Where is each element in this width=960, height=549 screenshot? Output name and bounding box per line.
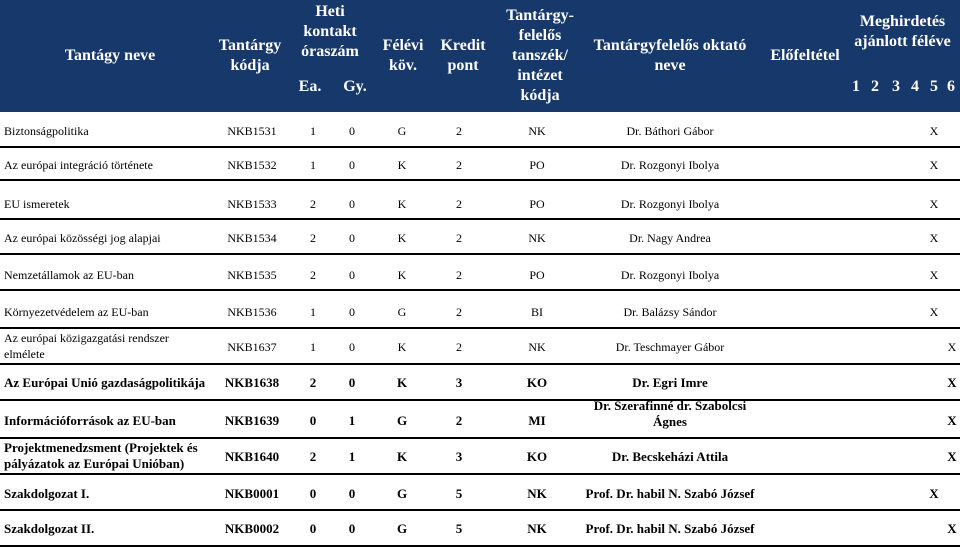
course-code: NKB1531	[227, 124, 277, 138]
header-hours-gy	[335, 70, 375, 104]
dept-code: NK	[527, 486, 547, 501]
row-divider	[0, 218, 960, 220]
table-header	[0, 0, 960, 112]
credit: 5	[455, 521, 463, 536]
teacher-name: Dr. Rozgonyi Ibolya	[620, 197, 720, 211]
credit: 2	[456, 305, 462, 319]
header-dept-line: felelős	[518, 27, 562, 44]
course-name: Biztonságpolitika	[4, 124, 89, 138]
header-semester-5-line: 5	[930, 78, 938, 95]
credit: 2	[456, 268, 462, 282]
course-name: Szakdolgozat II.	[4, 521, 95, 536]
row-divider	[0, 179, 960, 181]
header-hours-ea	[290, 70, 330, 104]
table-row	[0, 114, 960, 148]
teacher-name: Dr. Szerafinné dr. Szabolcsi	[593, 398, 747, 413]
course-name: Az Európai Unió gazdaságpolitikája	[4, 375, 206, 390]
dept-code: NK	[528, 340, 546, 354]
hours-ea: 1	[310, 305, 316, 319]
dept-code: NK	[528, 124, 546, 138]
teacher-name: Prof. Dr. habil N. Szabó József	[585, 521, 755, 536]
row-divider	[0, 545, 960, 547]
header-hours-title-line: Heti	[315, 3, 345, 20]
table-row	[0, 398, 960, 439]
dept-code: MI	[528, 413, 546, 428]
hours-gy: 1	[348, 413, 356, 428]
course-name: Projektmenedzsment (Projektek és	[4, 440, 198, 455]
semester-mark: X	[929, 231, 939, 245]
course-name: Az európai közigazgatási rendszer	[4, 331, 169, 345]
course-code: NKB1534	[227, 231, 277, 245]
assessment: K	[397, 197, 407, 211]
hours-gy: 0	[349, 340, 355, 354]
header-course-name	[30, 0, 190, 112]
table-row	[0, 294, 960, 329]
teacher-name: Dr. Teschmayer Gábor	[615, 340, 725, 354]
hours-ea: 2	[310, 268, 316, 282]
teacher-name: Dr. Egri Imre	[632, 375, 708, 390]
hours-ea: 1	[310, 158, 316, 172]
row-divider	[0, 473, 960, 475]
semester-mark: X	[929, 486, 939, 501]
header-dept	[495, 0, 585, 112]
semester-mark: X	[947, 521, 957, 536]
row-divider	[0, 363, 960, 365]
header-course-code	[210, 0, 290, 112]
credit: 3	[455, 449, 463, 464]
teacher-name: Prof. Dr. habil N. Szabó József	[585, 486, 755, 501]
header-semester-5	[927, 70, 941, 104]
table-row	[0, 148, 960, 181]
hours-ea: 2	[310, 231, 316, 245]
header-semester-4	[908, 70, 922, 104]
course-name: Információforrások az EU-ban	[4, 413, 176, 428]
header-semester-6	[944, 70, 958, 104]
hours-gy: 0	[349, 231, 355, 245]
hours-ea: 1	[310, 124, 316, 138]
header-semester-3	[889, 70, 903, 104]
teacher-name: Dr. Báthori Gábor	[626, 124, 714, 138]
header-semester-2-line: 2	[871, 78, 879, 95]
teacher-name: Dr. Rozgonyi Ibolya	[620, 268, 720, 282]
header-course-name-line: Tantágy neve	[64, 47, 156, 64]
hours-gy: 0	[349, 268, 355, 282]
assessment: K	[396, 449, 408, 464]
course-name: EU ismeretek	[4, 197, 70, 211]
header-dept-line: intézet	[517, 67, 563, 84]
course-code: NKB0001	[224, 486, 280, 501]
assessment: K	[396, 375, 408, 390]
header-hours-title-line: kontakt	[303, 23, 357, 40]
hours-gy: 0	[348, 521, 356, 536]
dept-code: PO	[529, 268, 545, 282]
header-semester-3-line: 3	[892, 78, 900, 95]
semester-mark: X	[947, 449, 957, 464]
course-code: NKB1532	[227, 158, 277, 172]
table-row	[0, 477, 960, 511]
header-course-code-line: Tantárgy	[218, 37, 282, 54]
header-hours-title	[290, 0, 370, 64]
teacher-name: Ágnes	[653, 414, 687, 429]
course-name: pályázatok az Európai Unióban)	[4, 456, 185, 471]
assessment: G	[396, 413, 408, 428]
hours-ea: 1	[310, 340, 316, 354]
assessment: K	[397, 340, 407, 354]
header-semester-title	[845, 0, 960, 64]
header-credit	[436, 0, 490, 112]
table-row	[0, 329, 960, 365]
dept-code: NK	[527, 521, 547, 536]
semester-mark: X	[947, 413, 957, 428]
course-code: NKB1638	[224, 375, 280, 390]
course-name: Szakdolgozat I.	[4, 486, 90, 501]
credit: 3	[455, 375, 463, 390]
row-divider	[0, 253, 960, 255]
table-row	[0, 366, 960, 401]
header-semester-6-line: 6	[947, 78, 955, 95]
hours-gy: 0	[348, 375, 356, 390]
assessment: G	[396, 486, 408, 501]
header-semester-1	[849, 70, 863, 104]
header-semester-4-line: 4	[911, 78, 919, 95]
course-code: NKB1536	[227, 305, 277, 319]
course-code: NKB0002	[224, 521, 280, 536]
table-row	[0, 258, 960, 291]
assessment: G	[397, 305, 407, 319]
header-dept-line: tanszék/	[512, 47, 568, 64]
row-divider	[0, 289, 960, 291]
credit: 2	[456, 197, 462, 211]
hours-ea: 0	[309, 413, 317, 428]
semester-mark: X	[947, 375, 957, 390]
header-prereq	[760, 0, 850, 112]
course-name: elmélete	[4, 347, 45, 361]
credit: 2	[456, 340, 462, 354]
course-name: Az európai integráció története	[4, 158, 153, 172]
course-code: NKB1640	[224, 449, 280, 464]
header-teacher	[585, 0, 755, 112]
header-dept-line: kódja	[520, 87, 560, 104]
hours-gy: 0	[348, 486, 356, 501]
hours-gy: 0	[349, 124, 355, 138]
assessment: K	[397, 268, 407, 282]
header-teacher-line: neve	[654, 57, 686, 74]
header-semester-1-line: 1	[852, 78, 860, 95]
teacher-name: Dr. Rozgonyi Ibolya	[620, 158, 720, 172]
table-row	[0, 439, 960, 475]
assessment: G	[397, 124, 407, 138]
hours-ea: 0	[309, 486, 317, 501]
assessment: K	[397, 158, 407, 172]
semester-mark: X	[929, 305, 939, 319]
header-hours-gy-line: Gy.	[343, 78, 367, 95]
table-row	[0, 512, 960, 547]
hours-ea: 0	[309, 521, 317, 536]
header-credit-line: pont	[447, 57, 479, 74]
header-dept-line: Tantárgy-	[506, 7, 574, 24]
credit: 2	[456, 124, 462, 138]
teacher-name: Dr. Becskeházi Attila	[611, 449, 729, 464]
table-row	[0, 187, 960, 220]
table-row	[0, 221, 960, 255]
credit: 2	[456, 231, 462, 245]
hours-gy: 1	[348, 449, 356, 464]
header-hours-ea-line: Ea.	[298, 78, 322, 95]
header-prereq-line: Előfeltétel	[770, 47, 840, 64]
course-name: Nemzetállamok az EU-ban	[4, 268, 134, 282]
hours-ea: 2	[309, 449, 317, 464]
header-semester-title-line: ajánlott féléve	[854, 33, 951, 50]
dept-code: PO	[529, 158, 545, 172]
assessment: K	[397, 231, 407, 245]
semester-mark: X	[947, 340, 957, 354]
assessment: G	[396, 521, 408, 536]
header-course-code-line: kódja	[230, 57, 270, 74]
hours-gy: 0	[349, 197, 355, 211]
header-credit-line: Kredit	[440, 37, 486, 54]
dept-code: KO	[526, 375, 548, 390]
row-divider	[0, 399, 960, 401]
header-hours-title-line: óraszám	[301, 43, 359, 60]
dept-code: BI	[531, 305, 543, 319]
course-code: NKB1639	[224, 413, 280, 428]
semester-mark: X	[929, 197, 939, 211]
course-code: NKB1637	[227, 340, 277, 354]
hours-gy: 0	[349, 305, 355, 319]
semester-mark: X	[929, 158, 939, 172]
teacher-name: Dr. Balázsy Sándor	[623, 305, 717, 319]
dept-code: KO	[526, 449, 548, 464]
teacher-name: Dr. Nagy Andrea	[629, 231, 711, 245]
course-code: NKB1533	[227, 197, 277, 211]
semester-mark: X	[929, 268, 939, 282]
header-teacher-line: Tantárgyfelelős oktató	[593, 37, 747, 54]
course-name: Az európai közösségi jog alapjai	[4, 231, 161, 245]
course-code: NKB1535	[227, 268, 277, 282]
header-assessment	[370, 0, 436, 112]
credit: 5	[455, 486, 463, 501]
credit: 2	[456, 158, 462, 172]
credit: 2	[455, 413, 463, 428]
header-assessment-line: Félévi	[382, 37, 424, 54]
dept-code: PO	[529, 197, 545, 211]
dept-code: NK	[528, 231, 546, 245]
row-divider	[0, 509, 960, 511]
hours-ea: 2	[310, 197, 316, 211]
semester-mark: X	[929, 124, 939, 138]
course-name: Környezetvédelem az EU-ban	[4, 305, 149, 319]
hours-gy: 0	[349, 158, 355, 172]
header-semester-2	[868, 70, 882, 104]
header-assessment-line: köv.	[388, 57, 417, 74]
header-semester-title-line: Meghirdetés	[859, 13, 946, 30]
hours-ea: 2	[309, 375, 317, 390]
